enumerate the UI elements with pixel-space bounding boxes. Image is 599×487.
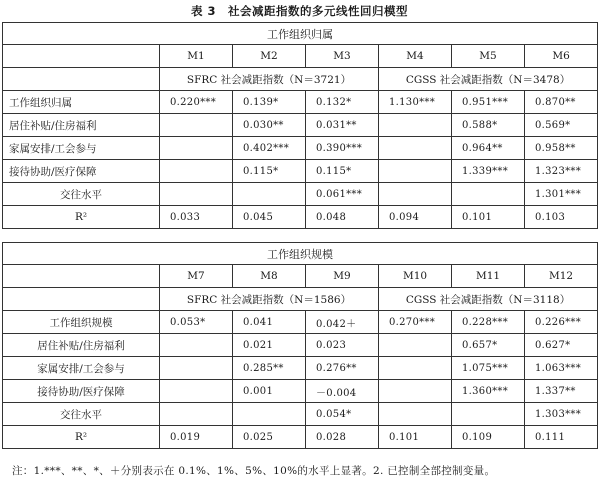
table-row	[3, 426, 598, 449]
coefficient-cell	[160, 160, 233, 183]
coefficient-cell: 0.588*	[452, 114, 525, 137]
sample-label-sfrc: SFRC 社会减距指数（N＝1586）	[160, 288, 379, 311]
coefficient-cell	[160, 334, 233, 357]
coefficient-cell: 0.048	[306, 206, 379, 229]
model-label: M12	[525, 265, 598, 288]
regression-table-panel-1	[2, 22, 598, 229]
coefficient-cell: 0.109	[452, 426, 525, 449]
sample-label-cgss: CGSS 社会减距指数（N＝3478）	[379, 68, 598, 91]
sample-header-row	[3, 68, 598, 91]
model-header-row	[3, 45, 598, 68]
row-label: 接待协助/医疗保障	[3, 160, 160, 183]
coefficient-cell: 0.025	[233, 426, 306, 449]
row-label: 接待协助/医疗保障	[3, 380, 160, 403]
corner-cell	[3, 68, 160, 91]
model-label: M2	[233, 45, 306, 68]
coefficient-cell: 0.094	[379, 206, 452, 229]
table-row	[3, 380, 598, 403]
row-label: R²	[3, 206, 160, 229]
table-footnote: 注：1.***、**、*、＋分别表示在 0.1%、1%、5%、10%的水平上显著。2. 已控制全部控制变量。	[12, 465, 496, 477]
model-header-row	[3, 265, 598, 288]
coefficient-cell: 0.042＋	[306, 311, 379, 334]
coefficient-cell: 0.033	[160, 206, 233, 229]
coefficient-cell: 0.031**	[306, 114, 379, 137]
coefficient-cell: 0.019	[160, 426, 233, 449]
coefficient-cell: 0.390***	[306, 137, 379, 160]
model-label: M1	[160, 45, 233, 68]
coefficient-cell: 1.323***	[525, 160, 598, 183]
coefficient-cell: 1.339***	[452, 160, 525, 183]
coefficient-cell: 0.103	[525, 206, 598, 229]
corner-cell	[3, 265, 160, 288]
coefficient-cell	[379, 160, 452, 183]
coefficient-cell: 0.220***	[160, 91, 233, 114]
coefficient-cell: 0.228***	[452, 311, 525, 334]
coefficient-cell: 0.045	[233, 206, 306, 229]
coefficient-cell	[379, 334, 452, 357]
coefficient-cell: 0.226***	[525, 311, 598, 334]
coefficient-cell: 0.023	[306, 334, 379, 357]
coefficient-cell	[379, 137, 452, 160]
panel-rows	[3, 91, 598, 229]
coefficient-cell: 0.061***	[306, 183, 379, 206]
row-label: 交往水平	[3, 183, 160, 206]
model-label: M3	[306, 45, 379, 68]
coefficient-cell: 1.337**	[525, 380, 598, 403]
corner-cell	[3, 288, 160, 311]
coefficient-cell	[160, 380, 233, 403]
model-label: M7	[160, 265, 233, 288]
table-row	[3, 183, 598, 206]
coefficient-cell: 0.951***	[452, 91, 525, 114]
coefficient-cell	[379, 403, 452, 426]
coefficient-cell	[160, 183, 233, 206]
coefficient-cell: 1.075***	[452, 357, 525, 380]
coefficient-cell: 0.115*	[306, 160, 379, 183]
row-label: 家属安排/工会参与	[3, 357, 160, 380]
model-label: M5	[452, 45, 525, 68]
coefficient-cell	[379, 183, 452, 206]
coefficient-cell: 0.276**	[306, 357, 379, 380]
table-row	[3, 114, 598, 137]
coefficient-cell: 0.958**	[525, 137, 598, 160]
coefficient-cell: 0.041	[233, 311, 306, 334]
coefficient-cell	[379, 357, 452, 380]
model-label: M11	[452, 265, 525, 288]
coefficient-cell: 0.111	[525, 426, 598, 449]
coefficient-cell	[379, 114, 452, 137]
coefficient-cell: 0.870**	[525, 91, 598, 114]
sample-header-row	[3, 288, 598, 311]
table-row	[3, 137, 598, 160]
table-row	[3, 206, 598, 229]
coefficient-cell: 0.001	[233, 380, 306, 403]
panel-rows	[3, 311, 598, 449]
section-header-row	[3, 23, 598, 45]
coefficient-cell	[160, 357, 233, 380]
coefficient-cell: －0.004	[306, 380, 379, 403]
table-title: 表 3 社会减距指数的多元线性回归模型	[190, 4, 408, 18]
model-label: M6	[525, 45, 598, 68]
table-row	[3, 311, 598, 334]
coefficient-cell: 0.285**	[233, 357, 306, 380]
coefficient-cell: 0.053*	[160, 311, 233, 334]
coefficient-cell: 0.028	[306, 426, 379, 449]
sample-label-cgss: CGSS 社会减距指数（N＝3118）	[379, 288, 598, 311]
coefficient-cell: 1.301***	[525, 183, 598, 206]
row-label: 家属安排/工会参与	[3, 137, 160, 160]
section-title: 工作组织归属	[3, 23, 598, 45]
corner-cell	[3, 45, 160, 68]
coefficient-cell: 0.657*	[452, 334, 525, 357]
coefficient-cell	[452, 403, 525, 426]
regression-table-panel-2	[2, 242, 598, 449]
section-header-row	[3, 243, 598, 265]
coefficient-cell: 0.115*	[233, 160, 306, 183]
row-label: 交往水平	[3, 403, 160, 426]
coefficient-cell: 0.030**	[233, 114, 306, 137]
row-label: 居住补贴/住房福利	[3, 114, 160, 137]
coefficient-cell	[233, 403, 306, 426]
coefficient-cell: 0.101	[379, 426, 452, 449]
coefficient-cell: 1.303***	[525, 403, 598, 426]
coefficient-cell: 1.063***	[525, 357, 598, 380]
coefficient-cell	[233, 183, 306, 206]
coefficient-cell: 1.130***	[379, 91, 452, 114]
coefficient-cell: 0.964**	[452, 137, 525, 160]
coefficient-cell: 0.132*	[306, 91, 379, 114]
coefficient-cell: 1.360***	[452, 380, 525, 403]
coefficient-cell: 0.569*	[525, 114, 598, 137]
coefficient-cell: 0.627*	[525, 334, 598, 357]
coefficient-cell: 0.402***	[233, 137, 306, 160]
table-row	[3, 357, 598, 380]
coefficient-cell	[160, 403, 233, 426]
table-row	[3, 160, 598, 183]
coefficient-cell	[160, 137, 233, 160]
sample-label-sfrc: SFRC 社会减距指数（N＝3721）	[160, 68, 379, 91]
row-label: R²	[3, 426, 160, 449]
model-label: M8	[233, 265, 306, 288]
model-label: M9	[306, 265, 379, 288]
table-row	[3, 91, 598, 114]
coefficient-cell: 0.101	[452, 206, 525, 229]
model-label: M4	[379, 45, 452, 68]
coefficient-cell	[379, 380, 452, 403]
row-label: 工作组织归属	[3, 91, 160, 114]
row-label: 工作组织规模	[3, 311, 160, 334]
section-title: 工作组织规模	[3, 243, 598, 265]
coefficient-cell: 0.139*	[233, 91, 306, 114]
table-row	[3, 334, 598, 357]
coefficient-cell: 0.054*	[306, 403, 379, 426]
coefficient-cell: 0.270***	[379, 311, 452, 334]
coefficient-cell	[452, 183, 525, 206]
table-row	[3, 403, 598, 426]
row-label: 居住补贴/住房福利	[3, 334, 160, 357]
coefficient-cell: 0.021	[233, 334, 306, 357]
model-label: M10	[379, 265, 452, 288]
coefficient-cell	[160, 114, 233, 137]
